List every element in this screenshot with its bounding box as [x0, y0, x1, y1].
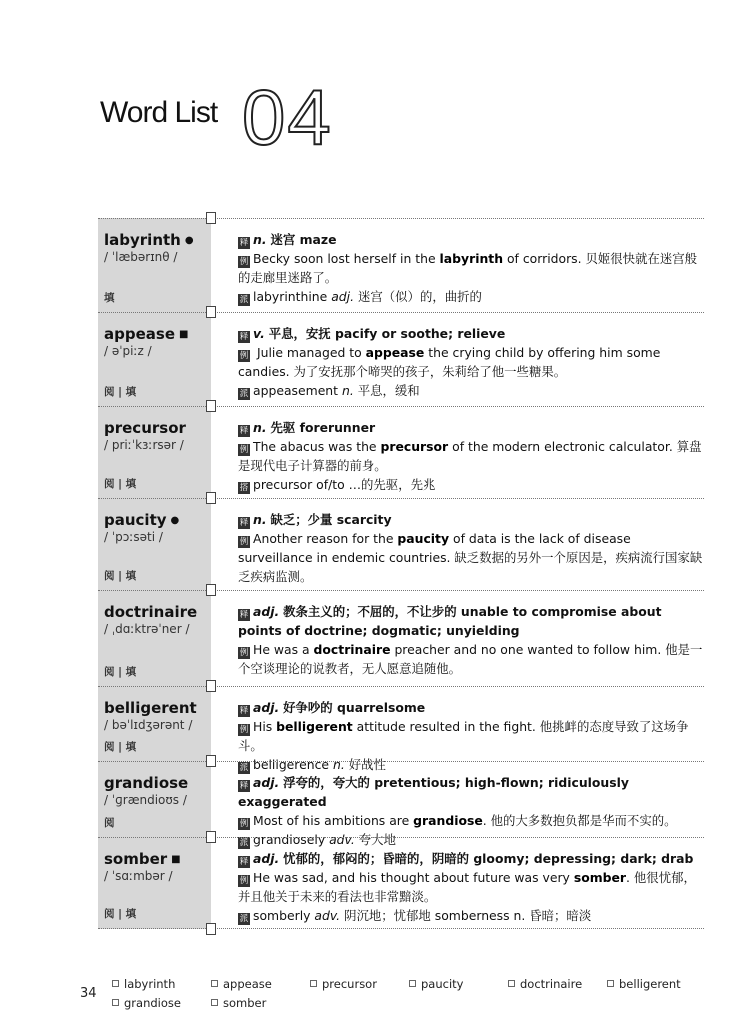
example-label: 例: [239, 648, 249, 658]
derivative: 派 labyrinthine adj. 迷宫（似）的，曲折的: [239, 289, 482, 305]
example: 例 He was a doctrinaire preacher and no one wanted to follow him. 他是一个空谈理论的说教者，无人愿意追随他。: [238, 642, 703, 676]
definition: 释 adj. 浮夸的，夸大的 pretentious; high-flown; ridiculously exaggerated: [238, 775, 629, 809]
frequency-marker: ■: [179, 329, 189, 340]
checklist-item[interactable]: grandiose: [112, 996, 181, 1010]
checkbox-icon[interactable]: [211, 980, 218, 987]
example: 例 His belligerent attitude resulted in the fight. 他挑衅的态度导致了这场争斗。: [238, 719, 689, 753]
example: 例 Another reason for the paucity of data is the lack of disease surveillance in endemic countries. 缺乏数据的另外一个原因是，疾病流行国家缺乏疾病监测。: [238, 531, 703, 584]
example-label: 例: [239, 445, 249, 455]
headword: somber: [104, 850, 168, 868]
divider-tick: [206, 923, 216, 935]
definition-label: 释: [239, 238, 249, 248]
checklist-item[interactable]: belligerent: [607, 977, 681, 991]
example-label: 例: [239, 351, 249, 361]
entry-somber: [98, 837, 704, 929]
example-label: 例: [239, 537, 249, 547]
frequency-marker: ■: [171, 854, 181, 865]
derivative: 派 grandiosely adv. 夸大地: [239, 832, 396, 848]
entry-precursor: [98, 406, 704, 498]
divider-tick: [206, 306, 216, 318]
exam-tags: 阅: [104, 817, 115, 829]
definition-label: 释: [239, 781, 249, 791]
checklist-item[interactable]: doctrinaire: [508, 977, 582, 991]
collocation: 搭 precursor of/to …的先驱，先兆: [239, 477, 436, 493]
definition-label: 释: [239, 426, 249, 436]
definition-label: 释: [239, 518, 249, 528]
example: 例 He was sad, and his thought about future was very somber. 他很忧郁，并且他关于未来的看法也非常黯淡。: [238, 870, 696, 904]
checklist-item[interactable]: labyrinth: [112, 977, 175, 991]
checkbox-icon[interactable]: [310, 980, 317, 987]
definition: 释 adj. 忧郁的，郁闷的；昏暗的，阴暗的 gloomy; depressing; dark; drab: [239, 851, 694, 867]
entry-appease: [98, 312, 704, 406]
collocation-label: 搭: [239, 483, 249, 493]
example-label: 例: [239, 257, 249, 267]
headword: belligerent: [104, 699, 197, 717]
definition: 释 n. 迷宫 maze: [239, 232, 337, 248]
word-list: [98, 218, 704, 929]
definition-label: 释: [239, 610, 249, 620]
derivative-label: 派: [239, 295, 249, 305]
phonetic: / əˈpiːz /: [104, 344, 152, 358]
exam-tags: 阅 | 填: [104, 386, 137, 398]
checklist-item[interactable]: precursor: [310, 977, 377, 991]
phonetic: / priːˈkɜːrsər /: [104, 438, 184, 452]
frequency-marker: ●: [184, 235, 194, 246]
page-number: 34: [80, 986, 97, 1001]
checkbox-icon[interactable]: [112, 980, 119, 987]
headword: doctrinaire: [104, 603, 198, 621]
headword: appease: [104, 325, 175, 343]
definition-label: 释: [239, 332, 249, 342]
example-label: 例: [239, 819, 249, 829]
definition: 释 adj. 好争吵的 quarrelsome: [239, 700, 426, 716]
entry-belligerent: [98, 686, 704, 773]
headword: labyrinth: [104, 231, 181, 249]
phonetic: / bəˈlɪdʒərənt /: [104, 718, 193, 732]
divider-tick: [206, 584, 216, 596]
phonetic: / ˈpɔːsəti /: [104, 530, 163, 544]
definition-label: 释: [239, 706, 249, 716]
derivative: 派 belligerence n. 好战性: [239, 757, 386, 773]
phonetic: / ˈlæbərɪnθ /: [104, 250, 178, 264]
example-label: 例: [239, 725, 249, 735]
word-list-title: Word List: [100, 96, 218, 129]
checkbox-icon[interactable]: [211, 999, 218, 1006]
headword: precursor: [104, 419, 186, 437]
exam-tags: 阅 | 填: [104, 741, 137, 753]
checkbox-icon[interactable]: [112, 999, 119, 1006]
headword: paucity: [104, 511, 167, 529]
phonetic: / ˈɡrændioʊs /: [104, 793, 187, 807]
headword: grandiose: [104, 774, 189, 792]
example-label: 例: [239, 876, 249, 886]
frequency-marker: ●: [170, 515, 180, 526]
divider-tick: [206, 831, 216, 843]
divider-tick: [206, 755, 216, 767]
checkbox-icon[interactable]: [409, 980, 416, 987]
exam-tags: 阅 | 填: [104, 478, 137, 490]
exam-tags: 填: [104, 292, 115, 304]
checklist-item[interactable]: paucity: [409, 977, 463, 991]
definition: 释 n. 先驱 forerunner: [239, 420, 376, 436]
exam-tags: 阅 | 填: [104, 666, 137, 678]
example: 例 Julie managed to appease the crying child by offering him some candies. 为了安抚那个啼哭的孩子，朱莉给了他一些糖果。: [238, 345, 661, 379]
definition-label: 释: [239, 857, 249, 867]
example: 例 The abacus was the precursor of the modern electronic calculator. 算盘是现代电子计算器的前身。: [238, 439, 702, 473]
entry-doctrinaire: [98, 590, 704, 686]
checkbox-icon[interactable]: [607, 980, 614, 987]
exam-tags: 阅 | 填: [104, 908, 137, 920]
divider-tick: [206, 492, 216, 504]
derivative-label: 派: [239, 763, 249, 773]
entry-grandiose: [98, 761, 704, 848]
word-list-number: 04: [242, 73, 333, 161]
derivative: 派 somberly adv. 阴沉地；忧郁地 somberness n. 昏暗；暗淡: [239, 908, 592, 924]
checklist-item[interactable]: somber: [211, 996, 266, 1010]
example: 例 Most of his ambitions are grandiose. 他的大多数抱负都是华而不实的。: [239, 813, 677, 829]
divider-tick: [206, 212, 216, 224]
divider-tick: [206, 400, 216, 412]
phonetic: / ˈsɑːmbər /: [104, 869, 173, 883]
checklist-item[interactable]: appease: [211, 977, 272, 991]
phonetic: / ˌdɑːktrəˈner /: [104, 622, 190, 636]
definition: 释 n. 缺乏；少量 scarcity: [239, 512, 392, 528]
derivative-label: 派: [239, 389, 249, 399]
entry-paucity: [98, 498, 704, 590]
example: 例 Becky soon lost herself in the labyrinth of corridors. 贝姬很快就在迷宫般的走廊里迷路了。: [238, 251, 698, 285]
checkbox-icon[interactable]: [508, 980, 515, 987]
derivative: 派 appeasement n. 平息，缓和: [239, 383, 420, 399]
derivative-label: 派: [239, 914, 249, 924]
divider-tick: [206, 680, 216, 692]
definition: 释 v. 平息，安抚 pacify or soothe; relieve: [239, 326, 506, 342]
exam-tags: 阅 | 填: [104, 570, 137, 582]
entry-labyrinth: [98, 218, 704, 312]
derivative-label: 派: [239, 838, 249, 848]
definition: 释 adj. 教条主义的；不屈的，不让步的 unable to compromise about points of doctrine; dogmatic; unyielding: [238, 604, 662, 638]
